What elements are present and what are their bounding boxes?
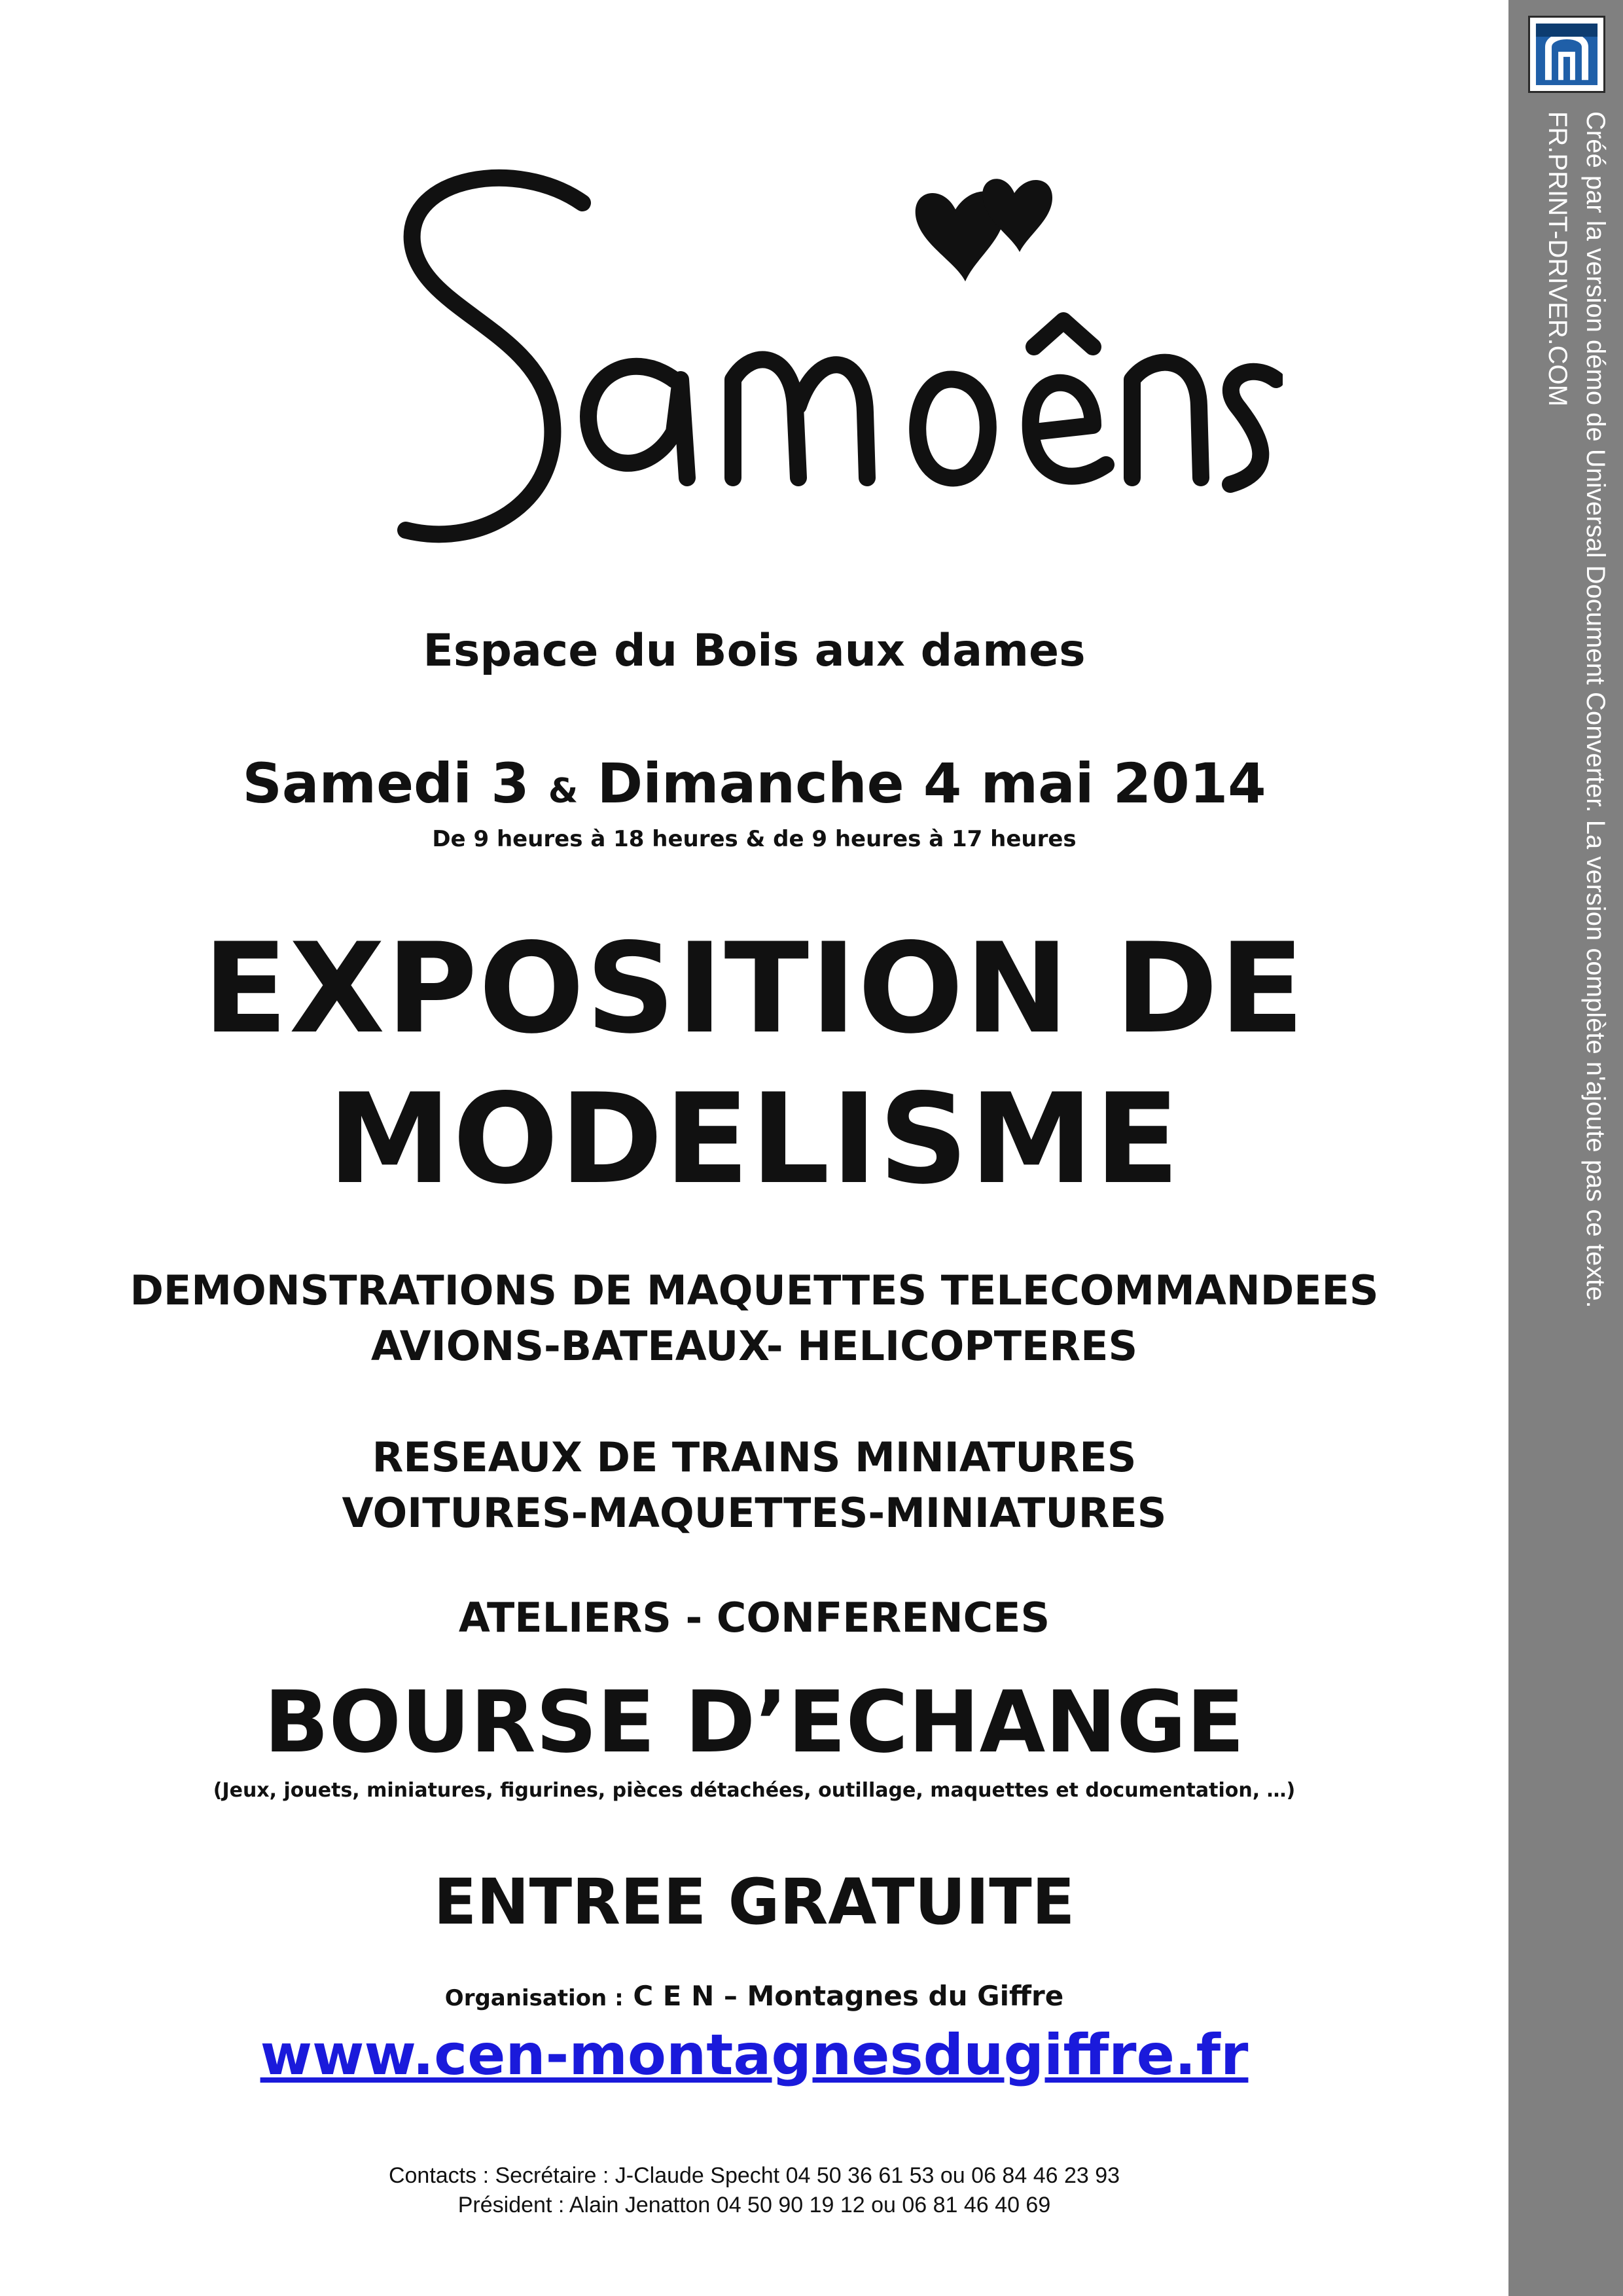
event-dates xyxy=(0,751,1508,816)
opening-hours: De 9 heures à 18 heures & de 9 heures à 17 heures xyxy=(432,826,1077,852)
trains-line1: RESEAUX DE TRAINS MINIATURES xyxy=(372,1433,1137,1481)
main-title-line2: MODELISME xyxy=(327,1067,1181,1211)
website-link[interactable]: www.cen-montagnesdugiffre.fr xyxy=(260,2022,1249,2088)
samoens-logo xyxy=(366,131,1283,602)
organisation-label: Organisation : xyxy=(444,1985,624,2011)
demonstrations-line1: DEMONSTRATIONS DE MAQUETTES TELECOMMANDEES xyxy=(130,1266,1379,1314)
trains-line2: VOITURES-MAQUETTES-MINIATURES xyxy=(342,1489,1167,1537)
organisation-value: C E N – Montagnes du Giffre xyxy=(633,1980,1064,2012)
venue: Espace du Bois aux dames xyxy=(423,625,1086,677)
watermark-text xyxy=(1525,111,1610,2206)
date-ampersand: & xyxy=(548,772,579,811)
organisation xyxy=(0,1980,1508,2012)
watermark-line1: Créé par la version démo de Universal Document Converter. La version complète n'ajoute pas ce texte. xyxy=(1581,111,1610,1308)
converter-logo-icon xyxy=(1528,16,1605,93)
watermark-line2: FR.PRINT-DRIVER.COM xyxy=(1543,111,1572,407)
demonstrations-line2: AVIONS-BATEAUX- HELICOPTERES xyxy=(370,1322,1138,1370)
bourse-details: (Jeux, jouets, miniatures, figurines, pièces détachées, outillage, maquettes et documentation, …) xyxy=(213,1779,1296,1802)
contacts-secretary: Contacts : Secrétaire : J-Claude Specht 04 50 36 61 53 ou 06 84 46 23 93 xyxy=(388,2163,1120,2188)
samoens-logo-graphic xyxy=(366,131,1283,602)
main-title-line1: EXPOSITION DE xyxy=(202,916,1306,1061)
contacts-president: Président : Alain Jenatton 04 50 90 19 12 ou 06 81 46 40 69 xyxy=(457,2193,1051,2217)
bourse-title: BOURSE D’ECHANGE xyxy=(264,1672,1245,1772)
ateliers-conferences: ATELIERS - CONFERENCES xyxy=(458,1594,1050,1641)
free-entry: ENTREE GRATUITE xyxy=(433,1865,1075,1939)
hearts-icon xyxy=(916,179,1052,281)
date-sunday: Dimanche 4 mai 2014 xyxy=(597,751,1266,816)
date-saturday: Samedi 3 xyxy=(242,751,529,816)
